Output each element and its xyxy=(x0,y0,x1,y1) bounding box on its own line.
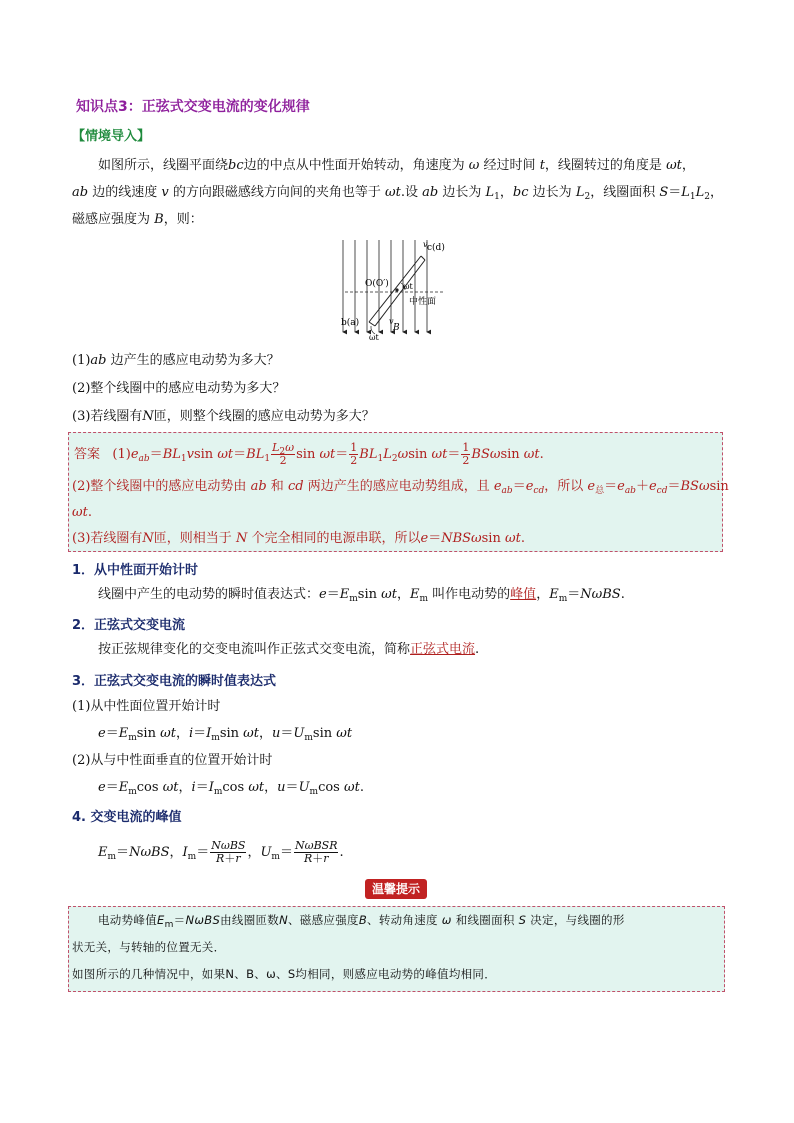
formula-peak: $E_m=N\omega BS$，$I_m=$ $\frac{\text{NωBS}}{R+r}$ ，$U_m=$ $\frac{\text{NωBSR}}{R+r}$ . xyxy=(98,839,344,865)
label-v-top: v xyxy=(423,240,428,249)
section-title: 知识点3：正弦式交变电流的变化规律 xyxy=(76,99,310,115)
formula-sin: $e=E_m\sin$ ωt，$i=I_m\sin$ ωt，$u=U_m\sin$ ωt xyxy=(98,726,353,743)
tip-line-2: 状无关，与转轴的位置无关． xyxy=(72,940,226,954)
answer-line-2: (2)整个线圈中的感应电动势由 ab 和 cd 两边产生的感应电动势组成，且 $e_{ab}=e_{cd}$，所以 $e_总=e_{ab}+e_{cd}=BS\omega\sin$ xyxy=(72,479,729,496)
rotating-coil-figure xyxy=(335,236,455,344)
heading-4: 4. 交变电流的峰值 xyxy=(72,810,182,825)
tip-line-3: 如图所示的几种情况中，如果N、B、ω、S均相同，则感应电动势的峰值均相同． xyxy=(72,967,497,981)
tip-line-1: 电动势峰值$E_m=N\omega BS$由线圈匝数N、磁感应强度B、转动角速度 ω 和线圈面积 S 决定，与线圈的形 xyxy=(98,913,625,930)
intro-line-3: 磁感应强度为 B，则： xyxy=(72,212,203,227)
heading-3: 3．正弦式交变电流的瞬时值表达式 xyxy=(72,674,277,689)
intro-line-1: 如图所示，线圈平面绕bc边的中点从中性面开始转动，角速度为 ω 经过时间 t，线圈转过的角度是 ωt， xyxy=(98,158,695,173)
label-ba: b(a) xyxy=(341,318,360,328)
label-cd: c(d) xyxy=(427,243,445,253)
point-3-sub-1: (1)从中性面位置开始计时 xyxy=(72,699,221,714)
heading-2: 2．正弦式交变电流 xyxy=(72,618,186,633)
label-b: B xyxy=(393,323,400,333)
question-3: (3)若线圈有N匝，则整个线圈的感应电动势为多大？ xyxy=(72,409,375,424)
answer-line-1: 答案 $(1)e_{ab}=BL_1vsin$ $\omega t=BL_1$ $\frac{L_2\omega}{2}$ sin ωt＝ $\frac{1}{2}$ $BL_1L_2\omega\sin$ ωt＝ $\frac{1}{2}$ BSωsin ωt. xyxy=(74,441,544,467)
intro-tag: 【情境导入】 xyxy=(72,129,151,144)
formula-cos: $e=E_m\cos$ ωt，$i=I_m\cos$ ωt，$u=U_m\cos$ ωt. xyxy=(98,780,364,797)
heading-1: 1．从中性面开始计时 xyxy=(72,563,199,578)
point-2-text: 按正弦规律变化的交变电流叫作正弦式交变电流，简称正弦式电流. xyxy=(98,642,480,657)
question-1: (1)ab 边产生的感应电动势为多大？ xyxy=(72,353,280,368)
tip-badge: 温馨提示 xyxy=(365,879,427,899)
point-3-sub-2: (2)从与中性面垂直的位置开始计时 xyxy=(72,753,273,768)
label-wt: ωt xyxy=(403,282,413,291)
label-neutral-plane: 中性面 xyxy=(409,297,437,307)
label-v-bottom: v xyxy=(389,317,394,326)
question-2: (2)整个线圈中的感应电动势为多大？ xyxy=(72,381,286,396)
answer-line-3: (3)若线圈有N匝，则相当于 N 个完全相同的电源串联，所以e＝NBSωsin ωt. xyxy=(72,531,525,546)
answer-line-2b: ωt. xyxy=(72,505,92,520)
label-wt-bottom: ωt xyxy=(369,333,379,342)
intro-line-2: ab 边的线速度 v 的方向跟磁感线方向间的夹角也等于 ωt.设 ab 边长为 $L_1$，bc 边长为 $L_2$，线圈面积 $S=L_1L_2$， xyxy=(72,185,724,202)
label-o: O(O′) xyxy=(365,279,389,289)
point-1-text: 线圈中产生的电动势的瞬时值表达式：$e=E_m\sin$ ωt，$E_m$ 叫作电动势的峰值，$E_m=N\omega BS$. xyxy=(98,587,625,604)
